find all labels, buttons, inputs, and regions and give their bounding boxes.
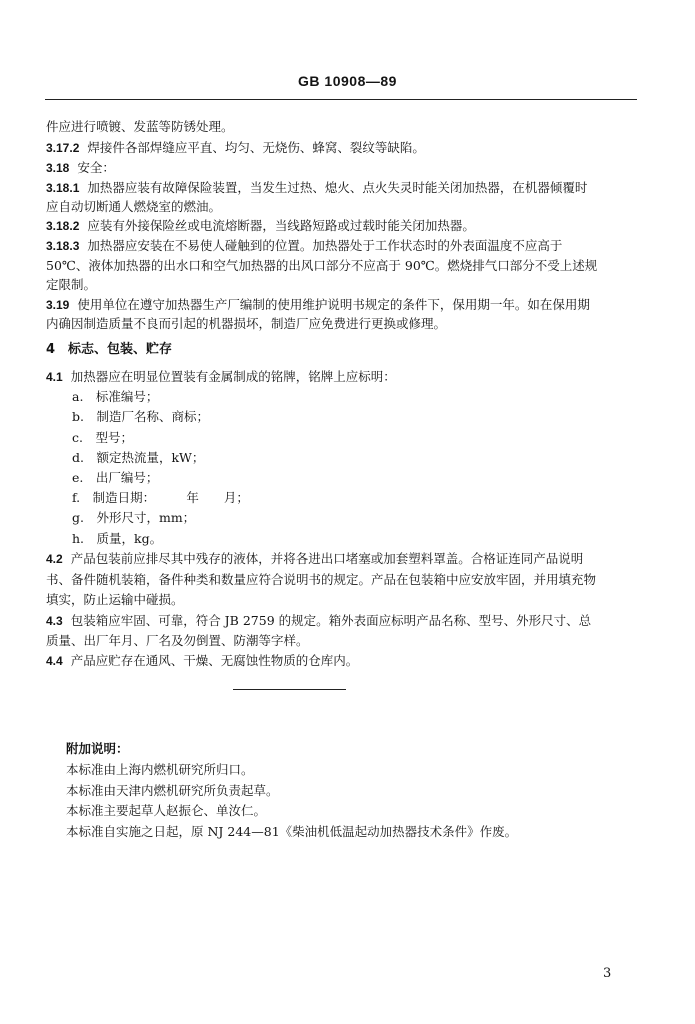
clause-number: 3.18.1 — [46, 181, 80, 195]
paragraph-line: 内确因制造质量不良而引起的机器损坏，制造厂应免费进行更换或修理。 — [46, 316, 447, 331]
clause-number: 4.4 — [46, 654, 63, 668]
clause-3-18 — [46, 160, 115, 176]
header-rule — [45, 99, 637, 100]
paragraph-line: 应自动切断通人燃烧室的燃油。 — [46, 199, 222, 214]
clause-3-18-2 — [46, 218, 475, 234]
page-number: 3 — [603, 966, 612, 981]
clause-number: 3.19 — [46, 298, 70, 312]
clause-text: 应装有外接保险丝或电流熔断器，当线路短路或过载时能关闭加热器。 — [87, 218, 475, 233]
list-item: d. 额定热流量，kW； — [72, 450, 205, 465]
clause-text: 加热器应装有故障保险装置，当发生过热、熄火、点火失灵时能关闭加热器，在机器倾覆时 — [87, 180, 588, 195]
paragraph-line: 填实，防止运输中碰损。 — [46, 592, 184, 607]
clause-number: 4.1 — [46, 370, 63, 384]
paragraph-line: 50℃、液体加热器的出水口和空气加热器的出风口部分不应高于 90℃。燃烧排气口部分不受上述规 — [46, 258, 598, 273]
clause-number: 3.18.2 — [46, 219, 80, 233]
list-item: a. 标准编号； — [72, 389, 159, 404]
clause-number: 3.17.2 — [46, 141, 80, 155]
appendix-line: 本标准主要起草人赵振仑、单汝仁。 — [66, 803, 267, 818]
clause-text: 产品应贮存在通风、干燥、无腐蚀性物质的仓库内。 — [70, 653, 359, 668]
paragraph-line: 质量、出厂年月、厂名及勿倒置、防潮等字样。 — [46, 633, 309, 648]
clause-text: 加热器应在明显位置装有金属制成的铭牌，铭牌上应标明： — [70, 369, 396, 384]
clause-number: 3.18.3 — [46, 239, 80, 253]
paragraph-line: 定限制。 — [46, 277, 97, 292]
clause-3-18-3 — [46, 238, 562, 254]
appendix-line: 本标准由上海内燃机研究所归口。 — [66, 762, 254, 777]
standard-code-header: GB 10908—89 — [298, 73, 397, 89]
list-item: h. 质量，kg。 — [72, 531, 163, 546]
list-item: e. 出厂编号； — [72, 470, 159, 485]
clause-number: 4.2 — [46, 552, 63, 566]
clause-4-2 — [46, 551, 583, 567]
clause-3-18-1 — [46, 180, 587, 196]
end-rule — [233, 689, 346, 690]
appendix-title: 附加说明： — [66, 741, 129, 756]
list-item: f. 制造日期： 年 月； — [72, 490, 249, 505]
clause-4-4 — [46, 653, 358, 669]
clause-3-17-2 — [46, 140, 425, 156]
paragraph-line: 书、备件随机装箱，备件种类和数量应符合说明书的规定。产品在包装箱中应安放牢固，并用填充物 — [46, 572, 597, 587]
list-item: g. 外形尺寸，mm； — [72, 510, 196, 525]
clause-text: 加热器应安装在不易使人碰触到的位置。加热器处于工作状态时的外表面温度不应高于 — [87, 238, 563, 253]
clause-3-19 — [46, 297, 590, 313]
clause-number: 3.18 — [46, 161, 70, 175]
clause-text: 包装箱应牢固、可靠，符合 JB 2759 的规定。箱外表面应标明产品名称、型号、外形尺寸、总 — [70, 613, 592, 628]
clause-number: 4.3 — [46, 614, 63, 628]
appendix-line: 本标准由天津内燃机研究所负责起草。 — [66, 783, 279, 798]
clause-4-1 — [46, 369, 396, 385]
clause-text: 焊接件各部焊缝应平直、均匀、无烧伤、蜂窝、裂纹等缺陷。 — [87, 140, 425, 155]
appendix-line: 本标准自实施之日起，原 NJ 244—81《柴油机低温起动加热器技术条件》作废。 — [66, 824, 518, 839]
section-heading-4: 4 标志、包装、贮存 — [46, 342, 173, 357]
paragraph-line: 件应进行喷镀、发蓝等防锈处理。 — [46, 119, 234, 134]
list-item: b. 制造厂名称、商标； — [72, 409, 209, 424]
clause-text: 使用单位在遵守加热器生产厂编制的使用维护说明书规定的条件下，保用期一年。如在保用期 — [77, 297, 590, 312]
clause-text: 产品包装前应排尽其中残存的液体，并将各进出口堵塞或加套塑料罩盖。合格证连同产品说明 — [70, 551, 584, 566]
clause-4-3 — [46, 613, 591, 629]
clause-text: 安全： — [77, 160, 115, 175]
list-item: c. 型号； — [72, 430, 133, 445]
